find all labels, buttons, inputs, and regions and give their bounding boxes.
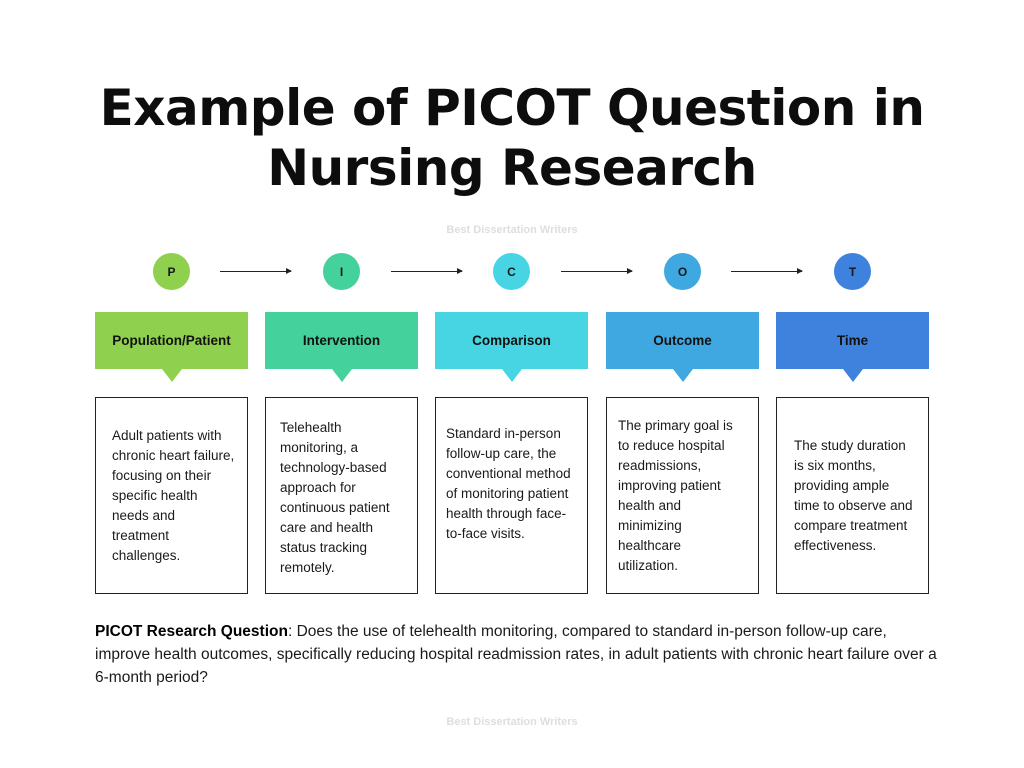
picot-letter-row bbox=[0, 253, 1024, 291]
question-label: PICOT Research Question bbox=[95, 623, 288, 640]
header-comparison: Comparison bbox=[435, 312, 588, 369]
circle-t: T bbox=[834, 253, 871, 290]
picot-research-question bbox=[95, 620, 945, 689]
watermark-bottom: Best Dissertation Writers bbox=[446, 716, 578, 728]
description-box-population bbox=[95, 397, 248, 594]
circle-o: O bbox=[664, 253, 701, 290]
watermark-top: Best Dissertation Writers bbox=[446, 224, 578, 236]
circle-c: C bbox=[493, 253, 530, 290]
description-box-outcome bbox=[606, 397, 759, 594]
header-time: Time bbox=[776, 312, 929, 369]
description-outcome: The primary goal is to reduce hospital readmissions, improving patient health and minimizing healthcare utilization. bbox=[618, 417, 733, 573]
description-time: The study duration is six months, providing ample time to observe and compare treatment effectiveness. bbox=[794, 437, 913, 553]
description-box-time bbox=[776, 397, 929, 594]
description-box-intervention bbox=[265, 397, 418, 594]
arrow-right-icon bbox=[731, 271, 802, 272]
circle-i: I bbox=[323, 253, 360, 290]
description-population: Adult patients with chronic heart failure, focusing on their specific health needs and treatment challenges. bbox=[112, 427, 235, 563]
description-intervention: Telehealth monitoring, a technology-based approach for continuous patient care and health status tracking remotely. bbox=[280, 420, 390, 575]
header-outcome: Outcome bbox=[606, 312, 759, 369]
title-line-2: Nursing Research bbox=[267, 139, 757, 197]
page-title bbox=[0, 78, 1024, 198]
header-intervention: Intervention bbox=[265, 312, 418, 369]
arrow-right-icon bbox=[220, 271, 291, 272]
description-comparison: Standard in-person follow-up care, the conventional method of monitoring patient health through face-to-face visits. bbox=[446, 426, 571, 541]
question-text: : Does the use of telehealth monitoring, compared to standard in-person follow-up care, improve health outcomes, specifically reducing hospital readmission rates, in adult patients with chronic heart failure over a 6-month period? bbox=[95, 623, 937, 686]
header-population: Population/Patient bbox=[95, 312, 248, 369]
arrow-right-icon bbox=[391, 271, 462, 272]
description-box-comparison bbox=[435, 397, 588, 594]
arrow-right-icon bbox=[561, 271, 632, 272]
circle-p: P bbox=[153, 253, 190, 290]
title-line-1: Example of PICOT Question in bbox=[99, 79, 925, 137]
